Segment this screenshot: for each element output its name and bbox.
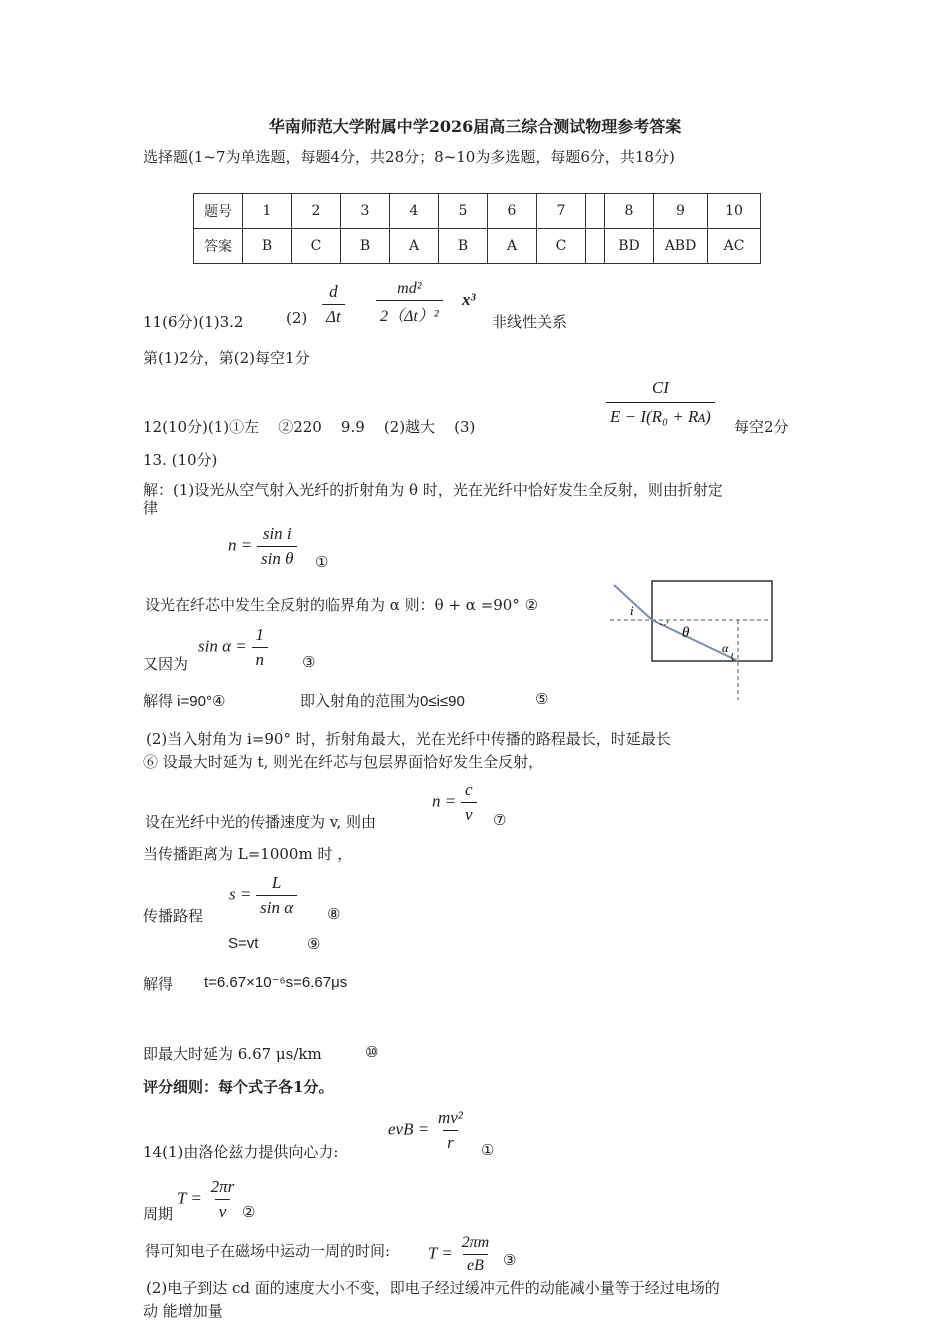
q11-x3: x³ [462,290,476,309]
frac-num: CI [651,378,669,397]
q13-eq1-mark: ① [315,553,329,571]
q14-eq1 [388,1108,467,1153]
fiber-diagram [600,575,780,700]
q14-eq2-mark: ② [242,1203,256,1221]
table-cell: 8 [605,194,654,229]
table-cell: 6 [488,194,537,229]
frac-den: sin θ [257,546,297,569]
q13-line6: ⑥ 设最大时延为 t, 则光在纤芯与包层界面恰好发生全反射， [143,753,544,771]
label-alpha: α [722,641,729,655]
q13-eq3 [198,625,268,670]
q11-tail: 非线性关系 [492,313,568,331]
q13-line11b: t=6.67×10⁻⁶s=6.67μs [204,974,348,991]
q13-eq9 [229,873,297,918]
frac-den: n [252,647,269,670]
table-cell: B [243,229,292,264]
q13-line4c: ⑤ [535,690,549,708]
frac-num: c [465,780,473,799]
page-title: 华南师范大学附属中学2026届高三综合测试物理参考答案 [268,117,682,136]
eq-lhs: T = [428,1243,453,1263]
q13-line11a: 解得 [143,975,174,993]
eq-lhs: n = [432,791,457,811]
q11-part2: (2) [286,309,308,327]
q14-eq1-mark: ① [481,1141,495,1159]
q13-line9: 传播路程 [143,907,204,925]
table-cell: 10 [708,194,761,229]
q12-text: 12(10分)(1)①左 ②220 9.9 (2)越大 (3) [143,418,476,436]
table-cell: 9 [654,194,708,229]
q13-eq9-mark: ⑧ [327,905,341,923]
table-cell: 7 [537,194,586,229]
frac-num: 1 [255,625,265,644]
frac-num: 2πr [210,1177,235,1196]
q13-line8: 当传播距离为 L=1000m 时 ， [143,845,353,863]
q12-tail: 每空2分 [734,418,789,436]
q13-eq7-mark: ⑦ [493,811,507,829]
table-cell: 1 [243,194,292,229]
q14-line2: 周期 [143,1205,174,1223]
angle-arc [660,621,668,625]
q13-line10: S=vt [228,935,259,952]
q11-scoring: 第(1)2分，第(2)每空1分 [143,349,310,367]
eq-lhs: n = [228,535,253,555]
table-row-numbers [194,194,761,229]
q13-line12-mark: ⑩ [365,1043,379,1061]
q14-eq3 [428,1234,493,1275]
eq-lhs: T = [177,1188,202,1208]
q13-line4a: 解得 i=90°④ [143,693,226,710]
label-theta: θ [682,625,690,641]
table-cell: AC [708,229,761,264]
q12-fraction [606,378,715,427]
q14-line3: 得可知电子在磁场中运动一周的时间: [145,1242,391,1260]
q14-line5: 动 能增加量 [143,1302,223,1320]
table-cell: BD [605,229,654,264]
q13-line7: 设在光纤中光的传播速度为 v, 则由 [145,813,377,831]
q14-line1: 14(1)由洛伦兹力提供向心力: [143,1143,339,1161]
table-cell: A [390,229,439,264]
frac-den: Δt [322,304,345,327]
mc-intro: 选择题(1~7为单选题，每题4分，共28分；8~10为多选题，每题6分，共18分) [143,148,675,166]
eq-lhs: s = [229,884,252,904]
table-cell: C [292,229,341,264]
q13-line12: 即最大时延为 6.67 μs/km [143,1045,322,1063]
frac-num: sin i [262,524,292,543]
answer-table [193,193,761,264]
q14-eq3-mark: ③ [503,1251,517,1269]
frac-num: md² [397,280,422,297]
frac-num: mv² [437,1108,463,1127]
table-cell: B [439,229,488,264]
q13-line2: 设光在纤芯中发生全反射的临界角为 α 则：θ + α =90° ② [145,596,539,614]
frac-den: eB [463,1254,488,1275]
q13-line1: 解：(1)设光从空气射入光纤的折射角为 θ 时，光在光纤中恰好发生全反射，则由折射定 [143,481,723,499]
table-row-answers [194,229,761,264]
table-cell: ABD [654,229,708,264]
frac-den: E − I(R₀ + Rᴀ) [606,402,715,427]
q13-line1b: 律 [143,499,159,517]
label-i: i [630,603,634,618]
frac-den: v [461,802,477,825]
answer-label: 答案 [194,229,243,264]
table-cell: 2 [292,194,341,229]
table-cell: B [341,229,390,264]
q11-prefix: 11(6分)(1)3.2 [143,313,244,331]
frac-num: 2πm [461,1234,490,1251]
q14-line4: (2)电子到达 cd 面的速度大小不变，即电子经过缓冲元件的动能减小量等于经过电场的 [146,1279,720,1297]
q13-eq1 [228,524,297,569]
eq-lhs: sin α = [198,636,247,656]
table-cell [586,229,605,264]
q13-eq3-mark: ③ [302,653,316,671]
header-label: 题号 [194,194,243,229]
table-cell: A [488,229,537,264]
q11-fraction-1 [322,282,345,327]
q13-head: 13. (10分) [143,451,218,469]
table-cell: 3 [341,194,390,229]
q13-line5: (2)当入射角为 i=90° 时，折射角最大，光在光纤中传播的路程最长，时延最长 [146,730,671,748]
q13-eq7 [432,780,477,825]
frac-num: L [271,873,282,892]
frac-den: 2（Δt）² [376,300,443,326]
q13-line4b: 即入射角的范围为0≤i≤90 [300,693,465,710]
scoring-rule: 评分细则：每个式子各1分。 [143,1078,334,1096]
frac-num: d [329,282,338,301]
q13-line3-pre: 又因为 [143,655,189,673]
table-cell: 4 [390,194,439,229]
q11-fraction-2 [376,280,443,326]
table-cell [586,194,605,229]
table-cell: 5 [439,194,488,229]
eq-lhs: evB = [388,1119,430,1139]
q13-line10-mark: ⑨ [307,935,321,953]
table-cell: C [537,229,586,264]
frac-den: v [215,1199,231,1222]
frac-den: r [443,1130,458,1153]
q14-eq2 [177,1177,238,1222]
frac-den: sin α [256,895,297,918]
